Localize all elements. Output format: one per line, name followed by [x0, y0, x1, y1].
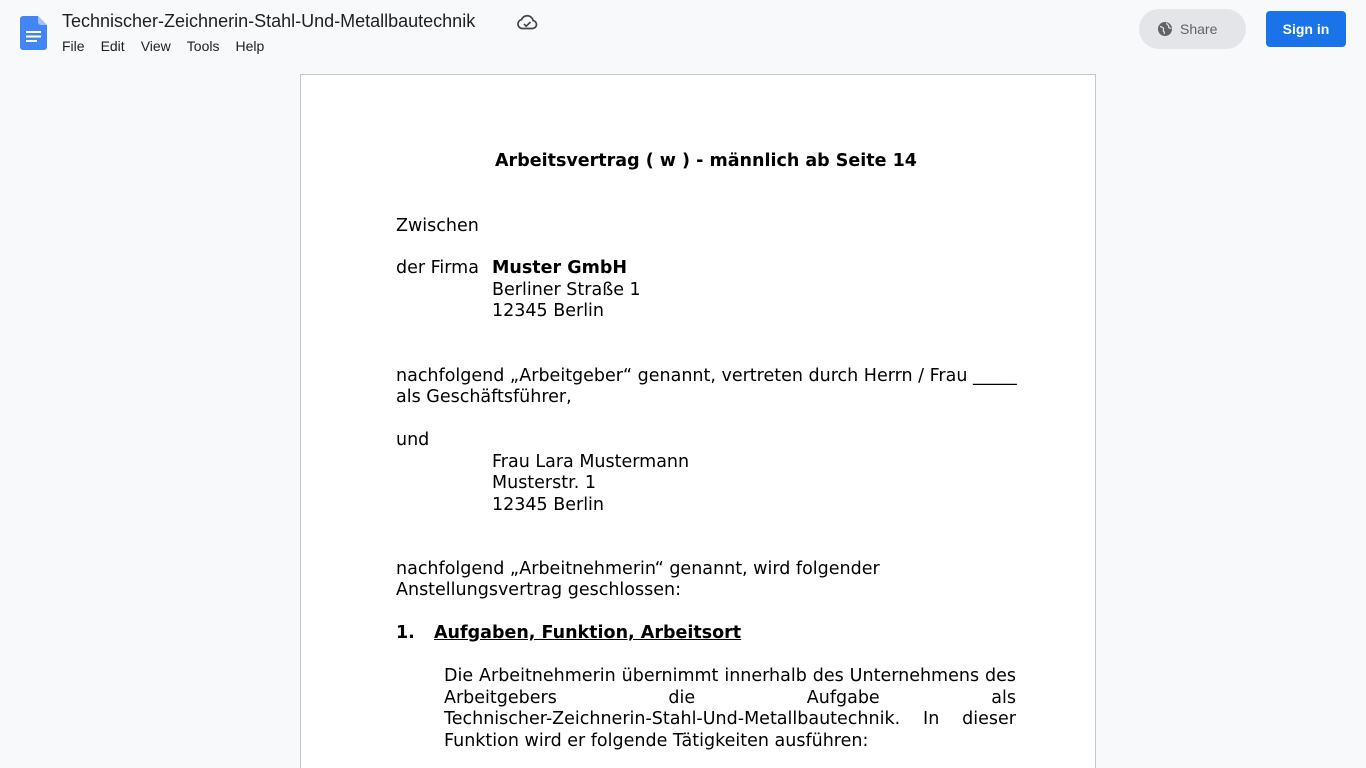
employee-name: Frau Lara Mustermann — [492, 452, 690, 472]
paragraph-line: Technischer-Zeichnerin-Stahl-Und-Metallbautechnik. In dieser — [444, 709, 1016, 729]
employer-city: 12345 Berlin — [492, 301, 605, 321]
and-text: und — [396, 430, 430, 450]
menu-view[interactable]: View — [140, 38, 171, 54]
paragraph-line: Die Arbeitnehmerin übernimmt innerhalb des Unternehmens des — [444, 666, 1016, 686]
employer-street: Berliner Straße 1 — [492, 280, 641, 300]
employer-name: Muster GmbH — [492, 258, 628, 278]
between-text: Zwischen — [396, 216, 479, 236]
contract-title: Arbeitsvertrag ( w ) - männlich ab Seite 14 — [495, 151, 917, 171]
employer-designation-line2: als Geschäftsführer, — [396, 387, 572, 407]
menu-file[interactable]: File — [62, 38, 85, 54]
share-button[interactable] — [1139, 9, 1246, 49]
menu-edit[interactable]: Edit — [100, 38, 125, 54]
document-title[interactable]: Technischer-Zeichnerin-Stahl-Und-Metallbautechnik — [62, 11, 476, 31]
menu-help[interactable]: Help — [235, 38, 265, 54]
section-number: 1. — [396, 623, 415, 643]
google-docs-logo-icon[interactable] — [20, 16, 47, 50]
section-paragraph — [444, 666, 1016, 752]
paragraph-line: Arbeitgebers die Aufgabe als — [444, 687, 1016, 708]
top-bar — [0, 0, 1366, 64]
employee-city: 12345 Berlin — [492, 495, 605, 515]
employee-designation-line1: nachfolgend „Arbeitnehmerin“ genannt, wird folgender — [396, 559, 880, 579]
cloud-sync-icon[interactable] — [516, 13, 538, 31]
document-page[interactable] — [300, 74, 1096, 768]
employer-designation-line1: nachfolgend „Arbeitgeber“ genannt, vertreten durch Herrn / Frau _____ — [396, 366, 1017, 386]
share-label: Share — [1180, 21, 1218, 37]
menu-bar — [62, 37, 280, 55]
sign-in-button[interactable]: Sign in — [1266, 11, 1346, 47]
paragraph-line: Funktion wird er folgende Tätigkeiten ausführen: — [444, 730, 869, 751]
employee-designation-line2: Anstellungsvertrag geschlossen: — [396, 580, 681, 600]
section-title: Aufgaben, Funktion, Arbeitsort — [434, 623, 742, 643]
globe-icon — [1157, 21, 1173, 37]
menu-tools[interactable]: Tools — [186, 38, 220, 54]
employee-street: Musterstr. 1 — [492, 473, 596, 493]
firm-label: der Firma — [396, 258, 479, 278]
